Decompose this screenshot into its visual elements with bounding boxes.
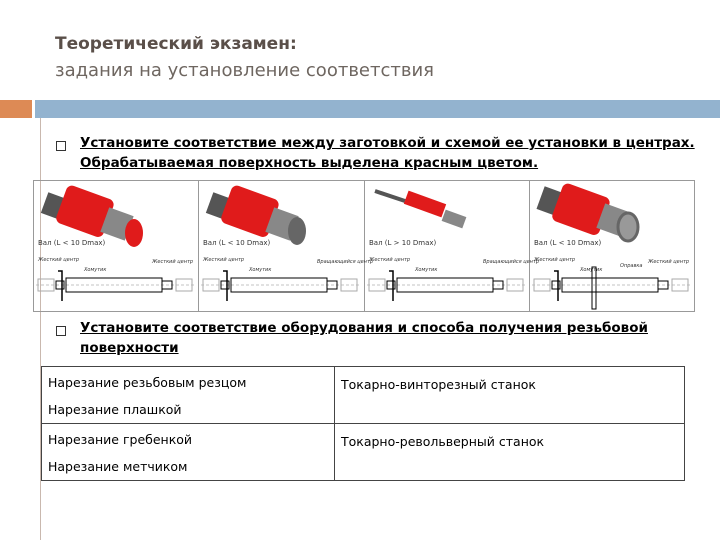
right-center-label: Вращающийся центр — [317, 259, 374, 265]
workpiece-diagram — [530, 181, 694, 311]
diagram-panel[interactable] — [530, 181, 694, 311]
title-line1: Теоретический экзамен: — [55, 34, 297, 54]
clamp-label: Хомутик — [249, 267, 272, 273]
workpiece-diagram — [365, 181, 539, 311]
right-center-label: Жесткий центр — [152, 259, 194, 265]
right-center-label: Вращающийся центр — [482, 259, 539, 265]
machine-item[interactable]: Токарно-револьверный станок — [335, 424, 685, 481]
clamp-label: Хомутик — [84, 267, 107, 273]
panel-caption: Вал (L > 10 Dmax) — [368, 239, 436, 247]
method-item[interactable]: Нарезание резьбовым резцом — [48, 375, 247, 390]
left-center-label: Жесткий центр — [368, 257, 410, 263]
workpiece-diagram — [34, 181, 198, 311]
left-center-label: Жесткий центр — [38, 257, 80, 263]
mandrel-label: Оправка — [619, 263, 643, 269]
right-center-label: Жесткий центр — [647, 259, 689, 265]
bullet-icon — [56, 326, 66, 336]
question-1: Установите соответствие между заготовкой и схемой ее установки в центрах. Обрабатываемая поверхность выделена красным цветом. — [80, 135, 695, 171]
diagram-panel[interactable] — [34, 181, 199, 311]
method-item[interactable]: Нарезание метчиком — [48, 459, 188, 474]
title-line2: задания на установление соответствия — [55, 60, 435, 81]
setup-diagrams — [33, 180, 695, 312]
workpiece-diagram — [199, 181, 374, 311]
diagram-panel[interactable] — [365, 181, 539, 311]
method-item[interactable]: Нарезание гребенкой — [48, 432, 193, 447]
machine-item[interactable]: Токарно-винторезный станок — [335, 367, 685, 424]
question-2: Установите соответствие оборудования и способа получения резьбовой поверхности — [80, 320, 648, 356]
left-center-label: Жесткий центр — [533, 257, 575, 263]
panel-caption: Вал (L < 10 Dmax) — [203, 239, 271, 247]
panel-caption: Вал (L < 10 Dmax) — [533, 239, 601, 247]
header-bar — [35, 100, 720, 118]
panel-caption: Вал (L < 10 Dmax) — [38, 239, 106, 247]
bullet-icon — [56, 141, 66, 151]
accent-bar — [0, 100, 32, 118]
clamp-label: Хомутик — [414, 267, 437, 273]
matching-table — [41, 366, 685, 481]
diagram-panel[interactable] — [199, 181, 374, 311]
left-center-label: Жесткий центр — [203, 257, 245, 263]
clamp-label: Хомутик — [579, 267, 603, 273]
method-item[interactable]: Нарезание плашкой — [48, 402, 182, 417]
